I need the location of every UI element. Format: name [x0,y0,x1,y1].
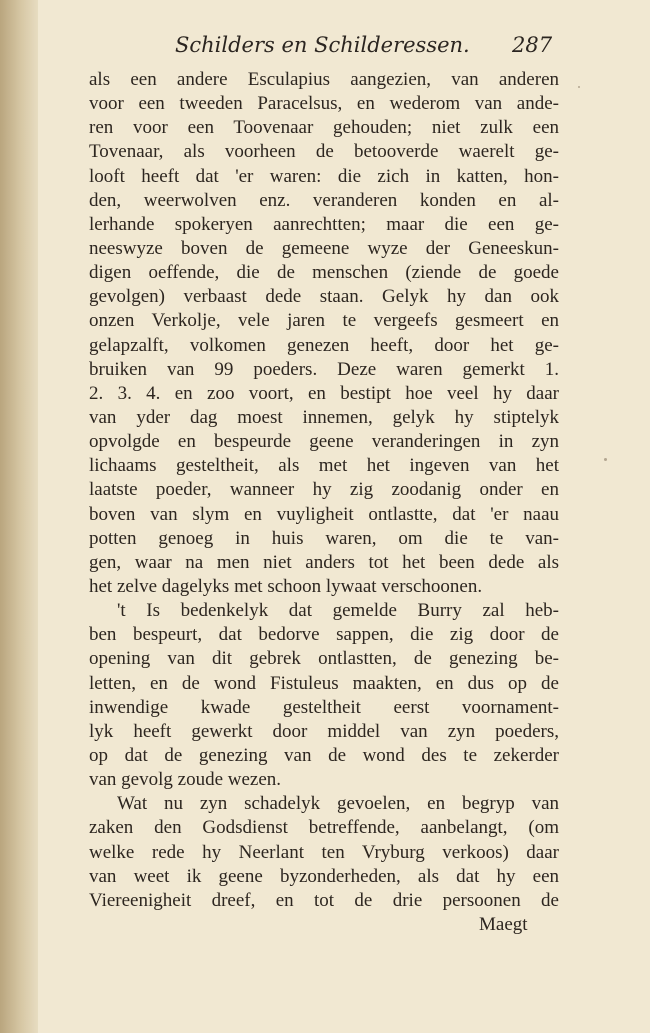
text-line: als een andere Esculapius aangezien, van anderen [89,69,559,90]
page-number: 287 [512,33,553,57]
text-line: lichaams gesteltheit, als met het ingeven van het [89,455,559,477]
text-line: neeswyze boven de gemeene wyze der Geneeskun- [89,237,559,259]
text-line: Viereenigheit dreef, en tot de drie persoonen de [89,889,559,911]
text-line: 2. 3. 4. en zoo voort, en bestipt hoe veel hy daar [89,382,559,404]
book-page [38,0,650,1033]
text-line: looft heeft dat 'er waren: die zich in katten, hon- [89,165,559,187]
page-header [38,28,650,68]
text-line: gelapzalft, volkomen genezen heeft, door het ge- [89,334,559,356]
text-line: onzen Verkolje, vele jaren te vergeefs gesmeert en [89,310,559,332]
text-line: gen, waar na men niet anders tot het been dede als [89,551,559,573]
text-line: letten, en de wond Fistuleus maakten, en dus op de [89,672,559,694]
text-line: potten genoeg in huis waren, om die te van- [89,527,559,549]
text-line: opening van dit gebrek ontlastten, de genezing be- [89,648,559,670]
text-line: den, weerwolven enz. veranderen konden en al- [89,189,559,211]
text-line: ben bespeurt, dat bedorve sappen, die zig door de [89,624,559,646]
text-line: zaken den Godsdienst betreffende, aanbelangt, (om [89,817,559,839]
book-binding-shadow [0,0,38,1033]
text-line: inwendige kwade gesteltheit eerst voornament- [89,696,559,718]
text-line: bruiken van 99 poeders. Deze waren gemerkt 1. [89,358,559,380]
text-line: digen oeffende, die de menschen (ziende de goede [89,262,559,284]
text-line: Tovenaar, als voorheen de betooverde waerelt ge- [89,141,559,163]
body-text [89,68,559,913]
paper-fleck [578,86,580,88]
text-line: boven van slym en vuyligheit ontlastte, dat 'er naau [89,503,559,525]
running-title: Schilders en Schilderessen. [175,33,470,57]
text-line: opvolgde en bespeurde geene veranderingen in zyn [89,431,559,453]
paper-fleck [604,458,607,461]
text-line: lerhande spokeryen aanrechtten; maar die een ge- [89,213,559,235]
text-line: welke rede hy Neerlant ten Vryburg verkoos) daar [89,841,559,863]
text-line: op dat de genezing van de wond des te zekerder [89,744,559,766]
text-line: voor een tweeden Paracelsus, en wederom van ande- [89,93,559,115]
text-line-paragraph-start: Wat nu zyn schadelyk gevoelen, en begryp van [117,793,559,815]
text-line: van weet ik geene byzonderheden, als dat hy een [89,865,559,887]
text-line: het zelve dagelyks met schoon lywaat verschoonen. [89,575,483,597]
text-line: gevolgen) verbaast dede staan. Gelyk hy dan ook [89,286,559,308]
catchword: Maegt [479,914,528,935]
text-line: lyk heeft gewerkt door middel van zyn poeders, [89,720,559,742]
text-line: laatste poeder, wanneer hy zig zoodanig onder en [89,479,559,501]
text-line: ren voor een Toovenaar gehouden; niet zulk een [89,117,559,139]
text-line: van yder dag moest innemen, gelyk hy stiptelyk [89,406,559,428]
text-line-paragraph-start: 't Is bedenkelyk dat gemelde Burry zal heb- [117,600,559,622]
text-line: van gevolg zoude wezen. [89,769,282,791]
